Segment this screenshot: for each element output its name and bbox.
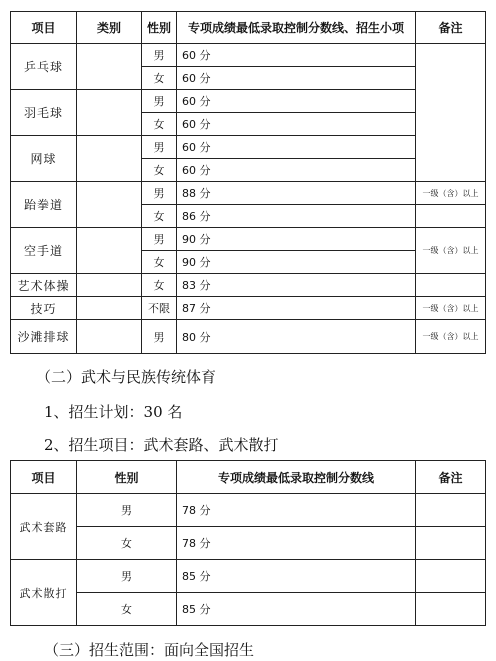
note-cell: 一级（含）以上 xyxy=(416,182,486,205)
table-row xyxy=(11,527,486,560)
item-cell: 空手道 xyxy=(11,228,77,274)
header-gender: 性别 xyxy=(142,12,177,44)
score-cell: 60 分 xyxy=(177,67,416,90)
table-row xyxy=(11,320,486,354)
note-cell xyxy=(416,527,486,560)
item-cell: 武术散打 xyxy=(11,560,77,626)
note-cell xyxy=(416,593,486,626)
category-cell xyxy=(77,274,142,297)
score-cell: 80 分 xyxy=(177,320,416,354)
item-cell: 乒乓球 xyxy=(11,44,77,90)
score-cell: 85 分 xyxy=(177,593,416,626)
score-cell: 60 分 xyxy=(177,136,416,159)
item-cell: 艺术体操 xyxy=(11,274,77,297)
note-cell xyxy=(416,44,486,182)
gender-cell: 女 xyxy=(142,274,177,297)
items-line: 2、招生项目：武术套路、武术散打 xyxy=(44,436,279,454)
gender-cell: 女 xyxy=(142,113,177,136)
gender-cell: 男 xyxy=(142,44,177,67)
item-cell: 网球 xyxy=(11,136,77,182)
note-cell xyxy=(416,494,486,527)
table-row xyxy=(11,136,486,159)
score-cell: 90 分 xyxy=(177,251,416,274)
gender-cell: 男 xyxy=(142,136,177,159)
header-item: 项目 xyxy=(11,461,77,494)
gender-cell: 男 xyxy=(142,182,177,205)
note-cell: 一级（含）以上 xyxy=(416,320,486,354)
score-cell: 60 分 xyxy=(177,113,416,136)
gender-cell: 男 xyxy=(142,90,177,113)
item-cell: 武术套路 xyxy=(11,494,77,560)
score-cell: 86 分 xyxy=(177,205,416,228)
item-cell: 跆拳道 xyxy=(11,182,77,228)
header-item: 项目 xyxy=(11,12,77,44)
note-cell xyxy=(416,205,486,228)
score-cell: 85 分 xyxy=(177,560,416,593)
gender-cell: 女 xyxy=(142,159,177,182)
section3-heading: （三）招生范围：面向全国招生 xyxy=(44,641,255,659)
table-row xyxy=(11,593,486,626)
category-cell xyxy=(77,136,142,182)
item-cell: 技巧 xyxy=(11,297,77,320)
score-cell: 60 分 xyxy=(177,159,416,182)
section2-heading: （二）武术与民族传统体育 xyxy=(36,368,217,386)
category-cell xyxy=(77,228,142,274)
table-row xyxy=(11,494,486,527)
score-cell: 87 分 xyxy=(177,297,416,320)
note-cell xyxy=(416,560,486,593)
header-category: 类别 xyxy=(77,12,142,44)
gender-cell: 女 xyxy=(142,251,177,274)
table-row xyxy=(11,90,486,113)
table-row xyxy=(11,182,486,205)
gender-cell: 女 xyxy=(77,593,177,626)
category-cell xyxy=(77,320,142,354)
score-cell: 60 分 xyxy=(177,90,416,113)
plan-line: 1、招生计划：30 名 xyxy=(44,403,183,421)
table-row xyxy=(11,44,486,67)
category-cell xyxy=(77,297,142,320)
sports-score-table xyxy=(10,11,486,354)
gender-cell: 男 xyxy=(77,494,177,527)
header-gender: 性别 xyxy=(77,461,177,494)
item-cell: 羽毛球 xyxy=(11,90,77,136)
score-cell: 78 分 xyxy=(177,494,416,527)
header-score: 专项成绩最低录取控制分数线、招生小项 xyxy=(177,12,416,44)
header-note: 备注 xyxy=(416,12,486,44)
table-row xyxy=(11,560,486,593)
gender-cell: 男 xyxy=(142,320,177,354)
gender-cell: 女 xyxy=(142,67,177,90)
gender-cell: 男 xyxy=(142,228,177,251)
table-row xyxy=(11,297,486,320)
table-header-row xyxy=(11,12,486,44)
note-cell: 一级（含）以上 xyxy=(416,297,486,320)
wushu-score-table xyxy=(10,460,486,626)
score-cell: 88 分 xyxy=(177,182,416,205)
gender-cell: 不限 xyxy=(142,297,177,320)
header-note: 备注 xyxy=(416,461,486,494)
header-score: 专项成绩最低录取控制分数线 xyxy=(177,461,416,494)
gender-cell: 女 xyxy=(142,205,177,228)
category-cell xyxy=(77,90,142,136)
note-cell: 一级（含）以上 xyxy=(416,228,486,274)
table-row xyxy=(11,228,486,251)
item-cell: 沙滩排球 xyxy=(11,320,77,354)
table-row xyxy=(11,274,486,297)
table-header-row xyxy=(11,461,486,494)
note-cell xyxy=(416,274,486,297)
gender-cell: 男 xyxy=(77,560,177,593)
category-cell xyxy=(77,44,142,90)
score-cell: 78 分 xyxy=(177,527,416,560)
score-cell: 90 分 xyxy=(177,228,416,251)
score-cell: 83 分 xyxy=(177,274,416,297)
gender-cell: 女 xyxy=(77,527,177,560)
category-cell xyxy=(77,182,142,228)
score-cell: 60 分 xyxy=(177,44,416,67)
